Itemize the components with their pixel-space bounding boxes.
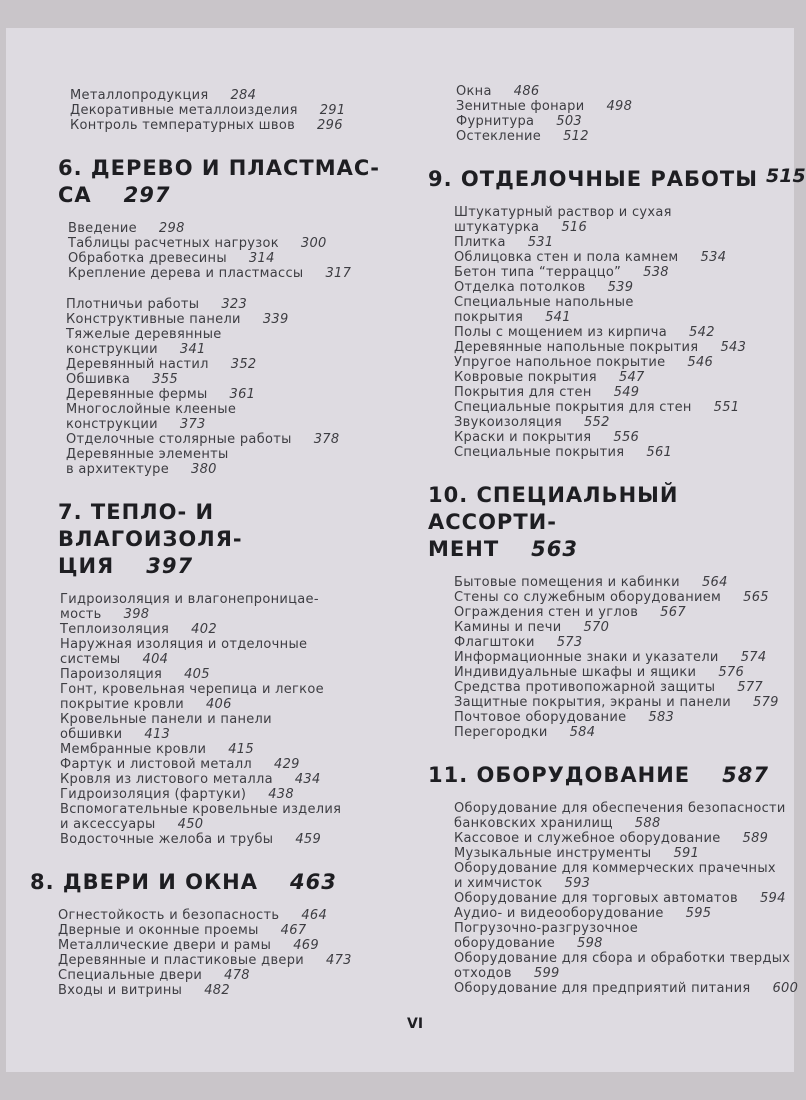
toc-entry [454,325,778,340]
toc-entry-text: Ковровые покрытия [454,370,597,385]
section-6-title [58,155,398,209]
toc-entry-text: Звукоизоляция [454,415,562,430]
toc-entry-text: оборудование [454,936,555,951]
toc-entry-text: банковских хранилищ [454,816,613,831]
section-8-title [30,869,398,896]
toc-entry-text: в архитектуре [66,462,169,477]
toc-entry [66,462,398,477]
toc-entry-page: 516 [561,220,588,235]
toc-entry [456,114,778,129]
toc-entry-page: 547 [618,370,645,385]
right-intro-list [456,84,778,144]
section-7-title [58,499,398,580]
toc-entry-text: Оборудование для коммерческих прачечных [454,861,776,876]
toc-entry [60,742,398,757]
toc-entry-text: Деревянный настил [66,357,209,372]
toc-entry [454,665,778,680]
toc-entry-text: Средства противопожарной защиты [454,680,716,695]
toc-entry [60,757,398,772]
toc-entry-text: Металлические двери и рамы [58,938,272,953]
section-10-title-line2: МЕНТ [428,537,500,561]
toc-entry-text: Гидроизоляция (фартуки) [60,787,247,802]
toc-entry [454,370,778,385]
section-7-title-line1: 7. ТЕПЛО- И ВЛАГОИЗОЛЯ- [58,500,243,551]
toc-entry-page: 355 [152,372,178,387]
toc-entry-text: Тяжелые деревянные [66,327,222,342]
toc-entry-page: 450 [177,817,204,832]
toc-entry [60,622,398,637]
toc-entry-page: 567 [660,605,686,620]
toc-entry [60,637,398,652]
section-9-title [428,166,778,193]
toc-entry-text: Специальные двери [58,968,203,983]
toc-entry [60,802,398,817]
toc-entry-page: 593 [564,876,591,891]
toc-entry-page: 589 [742,831,769,846]
toc-entry-page: 542 [689,325,715,340]
toc-entry [454,265,778,280]
toc-entry-text: Оборудование для торговых автоматов [454,891,738,906]
toc-entry [58,908,398,923]
toc-entry [454,220,778,235]
toc-entry-text: Водосточные желоба и трубы [60,832,274,847]
toc-entry-text: конструкции [66,417,158,432]
toc-entry-page: 503 [556,114,582,129]
toc-entry-page: 570 [583,620,610,635]
toc-entry [66,417,398,432]
toc-entry [66,342,398,357]
section-7-list [60,592,398,847]
toc-entry-page: 467 [280,923,307,938]
toc-entry [454,445,778,460]
toc-entry [70,88,398,103]
section-6-title-line2: СА [58,183,92,207]
toc-entry-text: Погрузочно-разгрузочное [454,921,638,936]
section-8-list [58,908,398,998]
toc-entry [60,697,398,712]
toc-entry [456,84,778,99]
toc-entry-text: системы [60,652,121,667]
toc-entry [454,250,778,265]
section-9-list [454,205,778,460]
toc-entry [454,605,778,620]
toc-entry-page: 469 [293,938,319,953]
toc-entry-page: 541 [545,310,571,325]
toc-entry-page: 464 [301,908,328,923]
section-11-page: 587 [722,763,769,787]
toc-entry [66,432,398,447]
toc-entry [454,635,778,650]
toc-entry-text: Гонт, кровельная черепица и легкое [60,682,324,697]
toc-entry-page: 413 [144,727,171,742]
toc-entry-page: 398 [123,607,150,622]
toc-entry-page: 531 [527,235,554,250]
toc-entry-text: Деревянные фермы [66,387,208,402]
toc-entry-page: 598 [577,936,603,951]
toc-entry-text: Покрытия для стен [454,385,592,400]
toc-entry-text: Облицовка стен и пола камнем [454,250,679,265]
toc-entry-page: 546 [687,355,714,370]
toc-entry-page: 300 [300,236,327,251]
section-11-title [428,762,778,789]
toc-entry-page: 549 [613,385,640,400]
section-11-title-line1: 11. ОБОРУДОВАНИЕ [428,763,691,787]
toc-entry-text: Почтовое оборудование [454,710,627,725]
toc-entry [60,652,398,667]
toc-entry-page: 298 [158,221,185,236]
toc-entry-text: Пароизоляция [60,667,163,682]
toc-entry-page: 402 [191,622,217,637]
section-8-title-line1: 8. ДВЕРИ И ОКНА [30,870,258,894]
toc-entry-page: 473 [326,953,352,968]
toc-entry [66,312,398,327]
toc-entry [58,938,398,953]
toc-entry [66,297,398,312]
toc-entry-text: Информационные знаки и указатели [454,650,719,665]
toc-entry-text: покрытия [454,310,524,325]
toc-entry-text: Оборудование для обеспечения безопасности [454,801,786,816]
toc-entry-text: Отделочные столярные работы [66,432,292,447]
toc-entry-text: Специальные напольные [454,295,634,310]
section-11 [428,762,799,996]
toc-entry [60,682,398,697]
toc-entry [454,415,778,430]
toc-entry [454,876,778,891]
toc-entry [454,310,778,325]
toc-entry [454,235,778,250]
toc-entry [58,923,398,938]
toc-entry-page: 478 [224,968,250,983]
toc-entry [60,667,398,682]
toc-entry-text: Наружная изоляция и отделочные [60,637,308,652]
toc-entry [454,906,778,921]
toc-entry [454,340,778,355]
toc-entry-text: Деревянные и пластиковые двери [58,953,305,968]
toc-entry-page: 486 [513,84,540,99]
toc-entry-text: Таблицы расчетных нагрузок [68,236,279,251]
toc-entry [454,725,778,740]
toc-entry-text: штукатурка [454,220,540,235]
toc-entry [454,205,778,220]
toc-entry-page: 380 [191,462,217,477]
toc-entry-page: 498 [606,99,633,114]
section-9 [428,166,778,460]
toc-entry-page: 573 [556,635,583,650]
toc-entry [68,266,398,281]
toc-entry-text: Упругое напольное покрытие [454,355,666,370]
toc-entry-text: отходов [454,966,512,981]
toc-entry [60,712,398,727]
toc-entry [58,983,398,998]
toc-entry [454,295,778,310]
toc-entry [66,447,398,462]
toc-entry-text: Камины и печи [454,620,562,635]
toc-entry [454,355,778,370]
toc-entry [68,236,398,251]
toc-entry-page: 291 [319,103,346,118]
toc-entry-page: 595 [685,906,712,921]
toc-entry-page: 551 [713,400,740,415]
toc-entry [454,710,778,725]
toc-entry-text: Обшивка [66,372,131,387]
toc-entry-text: Индивидуальные шкафы и ящики [454,665,697,680]
toc-entry-text: Декоративные металлоизделия [70,103,298,118]
toc-entry [454,385,778,400]
toc-entry-page: 556 [613,430,640,445]
toc-entry [60,817,398,832]
section-6-list-a [68,221,398,281]
toc-entry [454,891,786,906]
toc-entry [60,607,398,622]
toc-entry [60,832,398,847]
section-6-page: 297 [123,183,171,207]
toc-entry-text: Остекление [456,129,542,144]
toc-entry-text: Ограждения стен и углов [454,605,639,620]
toc-entry-text: Бетон типа “терраццо” [454,265,622,280]
toc-entry [58,953,398,968]
toc-entry-text: Входы и витрины [58,983,183,998]
toc-entry-text: мость [60,607,102,622]
toc-entry-page: 378 [313,432,340,447]
toc-entry-text: Огнестойкость и безопасность [58,908,280,923]
toc-entry-text: Защитные покрытия, экраны и панели [454,695,731,710]
toc-entry [454,430,778,445]
toc-entry [454,620,778,635]
toc-entry-text: Флагштоки [454,635,535,650]
page-number: VI [407,1016,424,1032]
toc-entry-page: 482 [204,983,230,998]
toc-entry-text: Полы с мощением из кирпича [454,325,668,340]
section-10-page: 563 [531,537,578,561]
toc-entry-text: Краски и покрытия [454,430,592,445]
toc-entry-text: Фартук и листовой металл [60,757,253,772]
toc-entry-page: 373 [179,417,206,432]
toc-entry [454,650,778,665]
toc-entry [454,695,778,710]
section-10-list [454,575,778,740]
toc-entry [454,936,778,951]
toc-entry-text: Крепление дерева и пластмассы [68,266,304,281]
toc-entry-page: 339 [262,312,289,327]
toc-entry-page: 323 [221,297,248,312]
toc-entry-text: Зенитные фонари [456,99,585,114]
toc-entry-page: 406 [205,697,232,712]
toc-entry [454,831,778,846]
toc-entry-page: 574 [740,650,767,665]
toc-entry-page: 341 [179,342,206,357]
toc-entry [454,575,778,590]
toc-entry-page: 539 [607,280,634,295]
section-6-list-b [66,297,398,477]
section-8-page: 463 [289,870,337,894]
toc-entry-text: Обработка древесины [68,251,227,266]
toc-entry [68,221,398,236]
toc-entry-text: Оборудование для предприятий питания [454,981,751,996]
toc-entry-page: 459 [295,832,322,847]
section-10 [428,482,778,740]
toc-entry-text: Кровельные панели и панели [60,712,272,727]
toc-entry-text: Деревянные элементы [66,447,229,462]
toc-entry-page: 438 [268,787,294,802]
toc-entry-text: Теплоизоляция [60,622,170,637]
toc-entry-page: 317 [325,266,352,281]
toc-entry [60,727,398,742]
toc-entry [454,280,778,295]
toc-entry-text: Плотничьи работы [66,297,200,312]
section-6 [58,155,398,477]
toc-entry-text: Плитка [454,235,506,250]
toc-entry [454,801,786,816]
toc-entry-text: конструкции [66,342,158,357]
toc-entry [70,118,398,133]
toc-entry-page: 361 [229,387,256,402]
toc-entry-text: Окна [456,84,492,99]
toc-entry [60,772,398,787]
toc-entry-text: Музыкальные инструменты [454,846,652,861]
toc-entry-text: Кассовое и служебное оборудование [454,831,721,846]
toc-entry [456,129,778,144]
toc-entry-page: 512 [563,129,589,144]
toc-entry [454,921,778,936]
toc-entry-text: Кровля из листового металла [60,772,273,787]
toc-entry [454,680,778,695]
toc-entry [454,846,778,861]
toc-entry [58,968,398,983]
toc-entry-text: Мембранные кровли [60,742,207,757]
toc-entry-page: 599 [533,966,560,981]
toc-entry-page: 543 [720,340,747,355]
toc-entry [66,327,398,342]
section-8 [30,869,398,998]
toc-entry-page: 534 [700,250,727,265]
toc-entry-text: и химчисток [454,876,543,891]
toc-entry-page: 584 [569,725,596,740]
toc-entry-page: 588 [634,816,661,831]
toc-entry-page: 434 [294,772,321,787]
section-7-title-line2: ЦИЯ [58,554,115,578]
toc-entry-page: 564 [701,575,728,590]
toc-entry-page: 538 [643,265,669,280]
section-11-list [454,801,799,996]
toc-entry-page: 352 [230,357,257,372]
toc-entry-page: 561 [646,445,673,460]
toc-entry [454,966,778,981]
toc-entry-text: Перегородки [454,725,548,740]
toc-entry-page: 565 [743,590,769,605]
toc-entry-page: 576 [718,665,745,680]
toc-entry [60,592,398,607]
toc-entry-text: Бытовые помещения и кабинки [454,575,680,590]
toc-entry [66,402,398,417]
toc-entry-page: 591 [673,846,700,861]
toc-entry-text: обшивки [60,727,123,742]
toc-entry-text: Специальные покрытия [454,445,625,460]
toc-entry-page: 552 [583,415,610,430]
toc-entry-page: 404 [142,652,169,667]
section-10-title-line1: 10. СПЕЦИАЛЬНЫЙ АССОРТИ- [428,483,679,534]
toc-entry-page: 594 [759,891,786,906]
toc-entry [454,951,791,966]
toc-entry [60,787,398,802]
toc-entry [66,357,398,372]
left-intro-list [70,88,398,133]
toc-entry-page: 583 [648,710,675,725]
toc-entry-text: Отделка потолков [454,280,586,295]
toc-entry-text: Стены со служебным оборудованием [454,590,722,605]
section-9-page: 515 [766,165,806,187]
toc-entry-page: 600 [772,981,799,996]
toc-entry [454,861,778,876]
toc-entry-text: Штукатурный раствор и сухая [454,205,672,220]
toc-entry-page: 579 [753,695,779,710]
toc-entry [454,590,778,605]
toc-entry-text: Введение [68,221,137,236]
toc-entry-page: 429 [274,757,300,772]
toc-entry-text: и аксессуары [60,817,156,832]
toc-entry-text: Вспомогательные кровельные изделия [60,802,342,817]
toc-entry-page: 415 [228,742,254,757]
toc-entry [454,981,799,996]
toc-entry-text: Фурнитура [456,114,535,129]
toc-entry-text: Деревянные напольные покрытия [454,340,699,355]
toc-entry [456,99,778,114]
toc-entry-page: 296 [317,118,343,133]
toc-entry-page: 577 [737,680,763,695]
toc-entry-text: Оборудование для сбора и обработки твердых [454,951,791,966]
toc-entry [66,372,398,387]
toc-entry [70,103,398,118]
toc-entry [454,400,778,415]
toc-left-column [30,88,398,998]
toc-entry-text: Аудио- и видеооборудование [454,906,664,921]
toc-entry [66,387,398,402]
toc-entry-text: покрытие кровли [60,697,184,712]
toc-entry-page: 284 [230,88,257,103]
section-7-page: 397 [146,554,194,578]
toc-entry-text: Металлопродукция [70,88,209,103]
toc-entry-page: 314 [248,251,275,266]
section-7 [58,499,398,847]
toc-entry-text: Специальные покрытия для стен [454,400,692,415]
toc-entry-text: Многослойные клееные [66,402,237,417]
toc-entry-page: 405 [184,667,210,682]
toc-entry-text: Дверные и оконные проемы [58,923,259,938]
toc-entry-text: Гидроизоляция и влагонепроницае- [60,592,319,607]
toc-entry-text: Контроль температурных швов [70,118,296,133]
section-6-title-line1: 6. ДЕРЕВО И ПЛАСТМАС- [58,156,381,180]
section-9-title-line1: 9. ОТДЕЛОЧНЫЕ РАБОТЫ [428,167,758,191]
toc-entry-text: Конструктивные панели [66,312,241,327]
toc-entry [454,816,778,831]
section-10-title [428,482,778,563]
toc-entry [68,251,398,266]
